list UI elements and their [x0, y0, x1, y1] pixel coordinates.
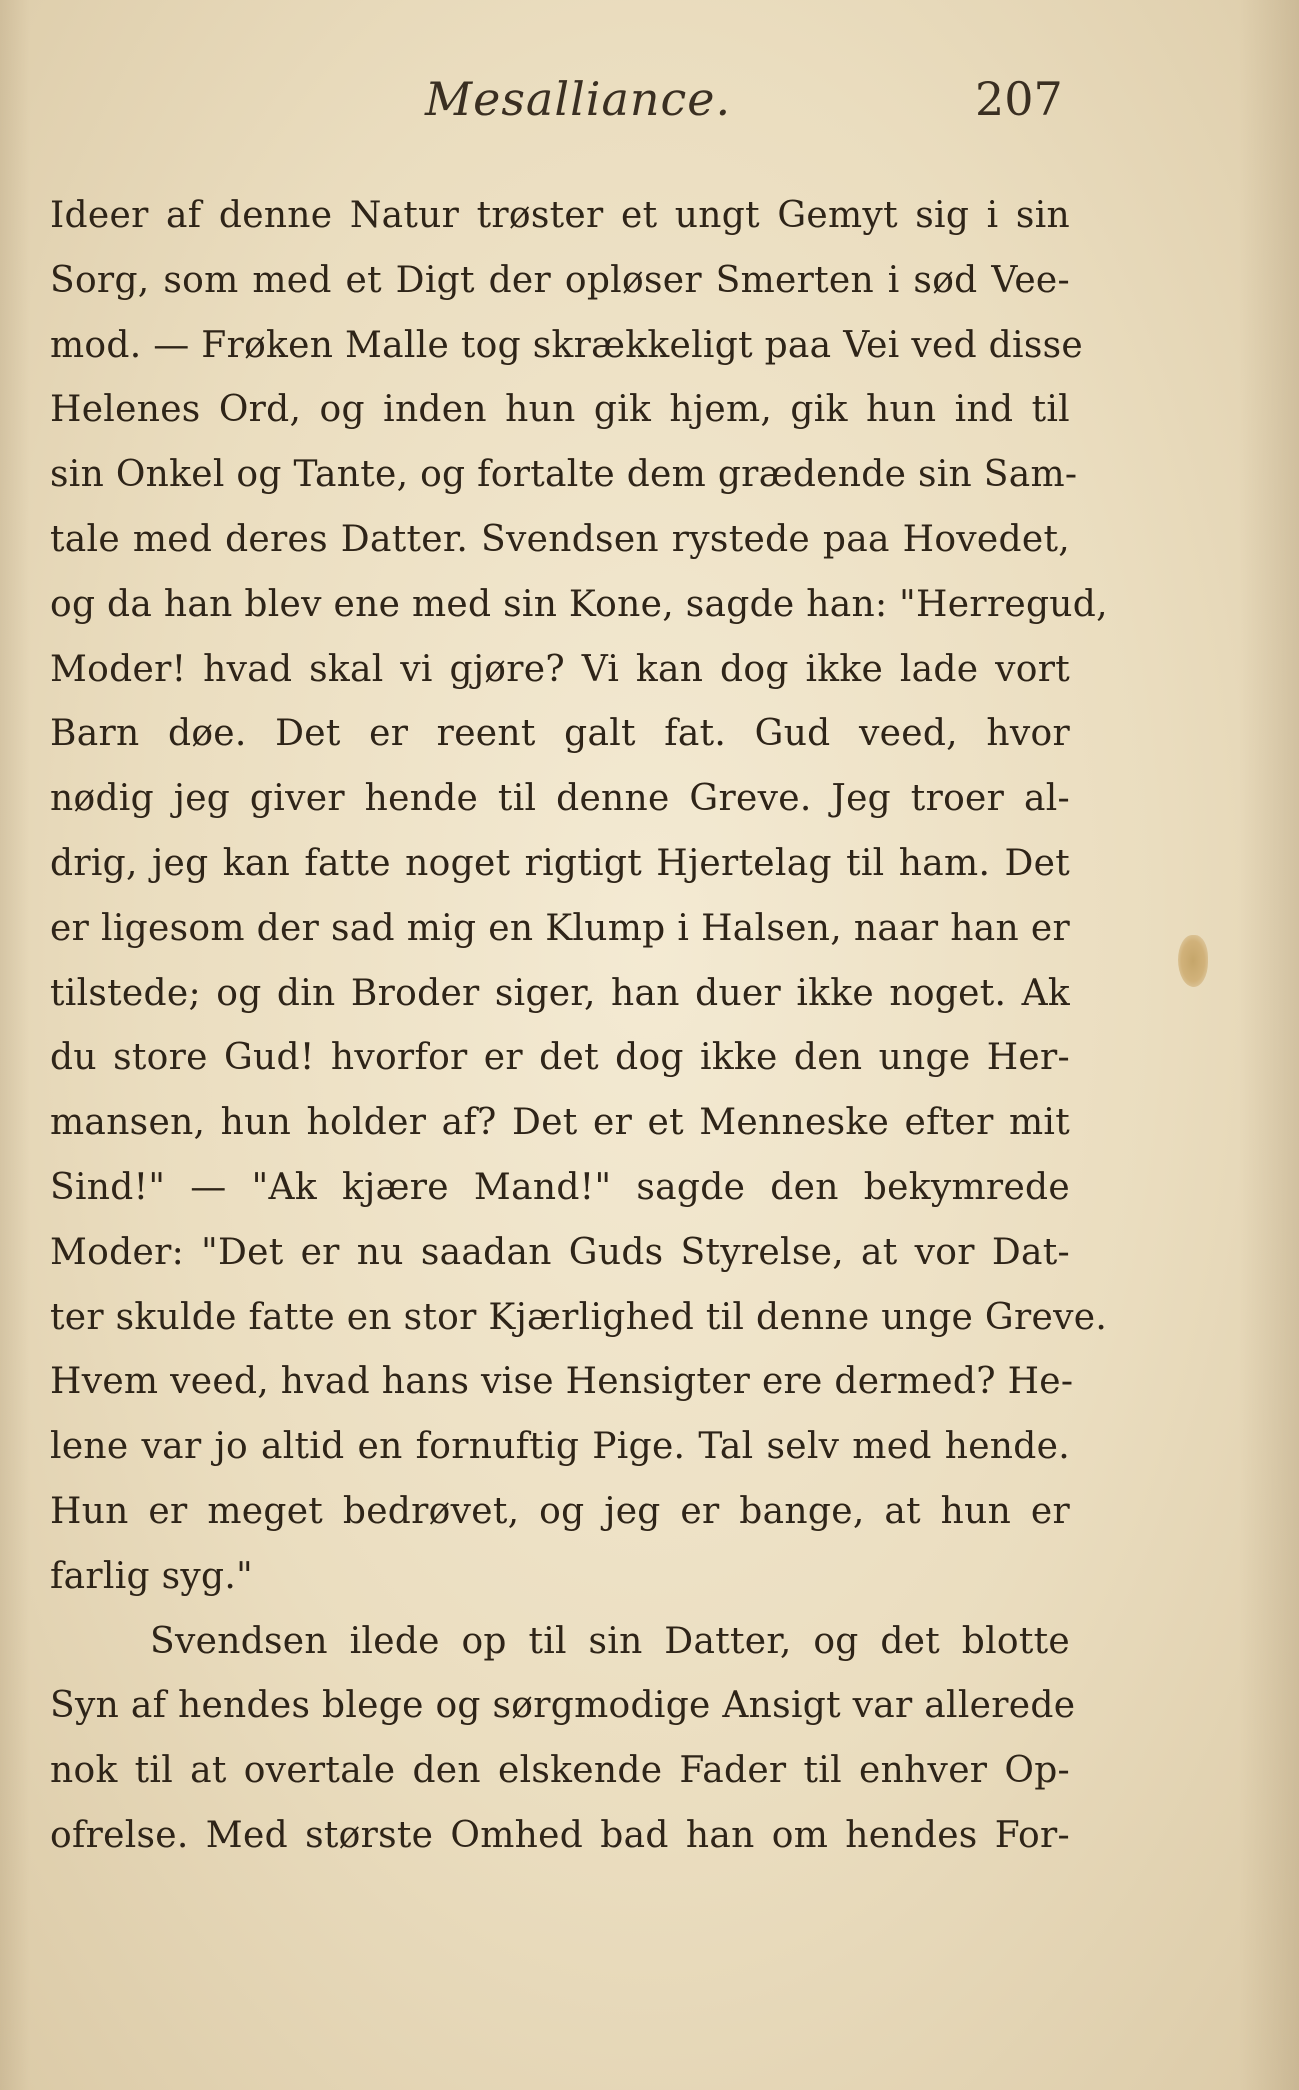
text-line: Hun er meget bedrøvet, og jeg er bange, at hun er: [50, 1490, 1070, 1532]
text-line: og da han blev ene med sin Kone, sagde han: "Herregud,: [50, 583, 1108, 625]
text-line: ofrelse. Med største Omhed bad han om hendes For-: [50, 1814, 1070, 1856]
text-line: Sind!" — "Ak kjære Mand!" sagde den bekymrede: [50, 1166, 1070, 1208]
text-line: Hvem veed, hvad hans vise Hensigter ere dermed? He-: [50, 1361, 1074, 1403]
text-line: Sorg, som med et Digt der opløser Smerten i sød Vee-: [50, 259, 1070, 301]
text-line: sin Onkel og Tante, og fortalte dem grædende sin Sam-: [50, 454, 1078, 496]
text-line: Helenes Ord, og inden hun gik hjem, gik hun ind til: [50, 389, 1070, 431]
text-line: nok til at overtale den elskende Fader til enhver Op-: [50, 1750, 1070, 1792]
gutter-shadow: [0, 0, 30, 2090]
text-line: Syn af hendes blege og sørgmodige Ansigt var allerede: [50, 1685, 1076, 1727]
paragraph-first-line: Svendsen ilede op til sin Datter, og det blotte: [150, 1620, 1070, 1662]
text-line: tilstede; og din Broder siger, han duer ikke noget. Ak: [50, 972, 1070, 1014]
text-line: nødig jeg giver hende til denne Greve. Jeg troer al-: [50, 778, 1070, 820]
text-line: drig, jeg kan fatte noget rigtigt Hjertelag til ham. Det: [50, 842, 1070, 884]
text-line: er ligesom der sad mig en Klump i Halsen, naar han er: [50, 907, 1070, 949]
text-line: farlig syg.": [50, 1555, 253, 1597]
text-line: mod. — Frøken Malle tog skrækkeligt paa Vei ved disse: [50, 324, 1083, 366]
text-line: Moder: "Det er nu saadan Guds Styrelse, at vor Dat-: [50, 1231, 1070, 1273]
running-head-title: Mesalliance.: [425, 72, 732, 126]
paper-stain: [1178, 935, 1208, 987]
text-line: mansen, hun holder af? Det er et Menneske efter mit: [50, 1102, 1070, 1144]
page-edge-shadow: [1239, 0, 1299, 2090]
text-line: ter skulde fatte en stor Kjærlighed til denne unge Greve.: [50, 1296, 1108, 1338]
text-line: Moder! hvad skal vi gjøre? Vi kan dog ikke lade vort: [50, 648, 1070, 690]
text-line: Barn døe. Det er reent galt fat. Gud veed, hvor: [50, 713, 1070, 755]
text-line: lene var jo altid en fornuftig Pige. Tal selv med hende.: [50, 1426, 1070, 1468]
body-text: [50, 184, 1108, 1869]
text-line: tale med deres Datter. Svendsen rystede paa Hovedet,: [50, 518, 1070, 560]
text-line: du store Gud! hvorfor er det dog ikke den unge Her-: [50, 1037, 1070, 1079]
page-number: 207: [975, 72, 1063, 126]
text-line: Ideer af denne Natur trøster et ungt Gemyt sig i sin: [50, 195, 1070, 236]
